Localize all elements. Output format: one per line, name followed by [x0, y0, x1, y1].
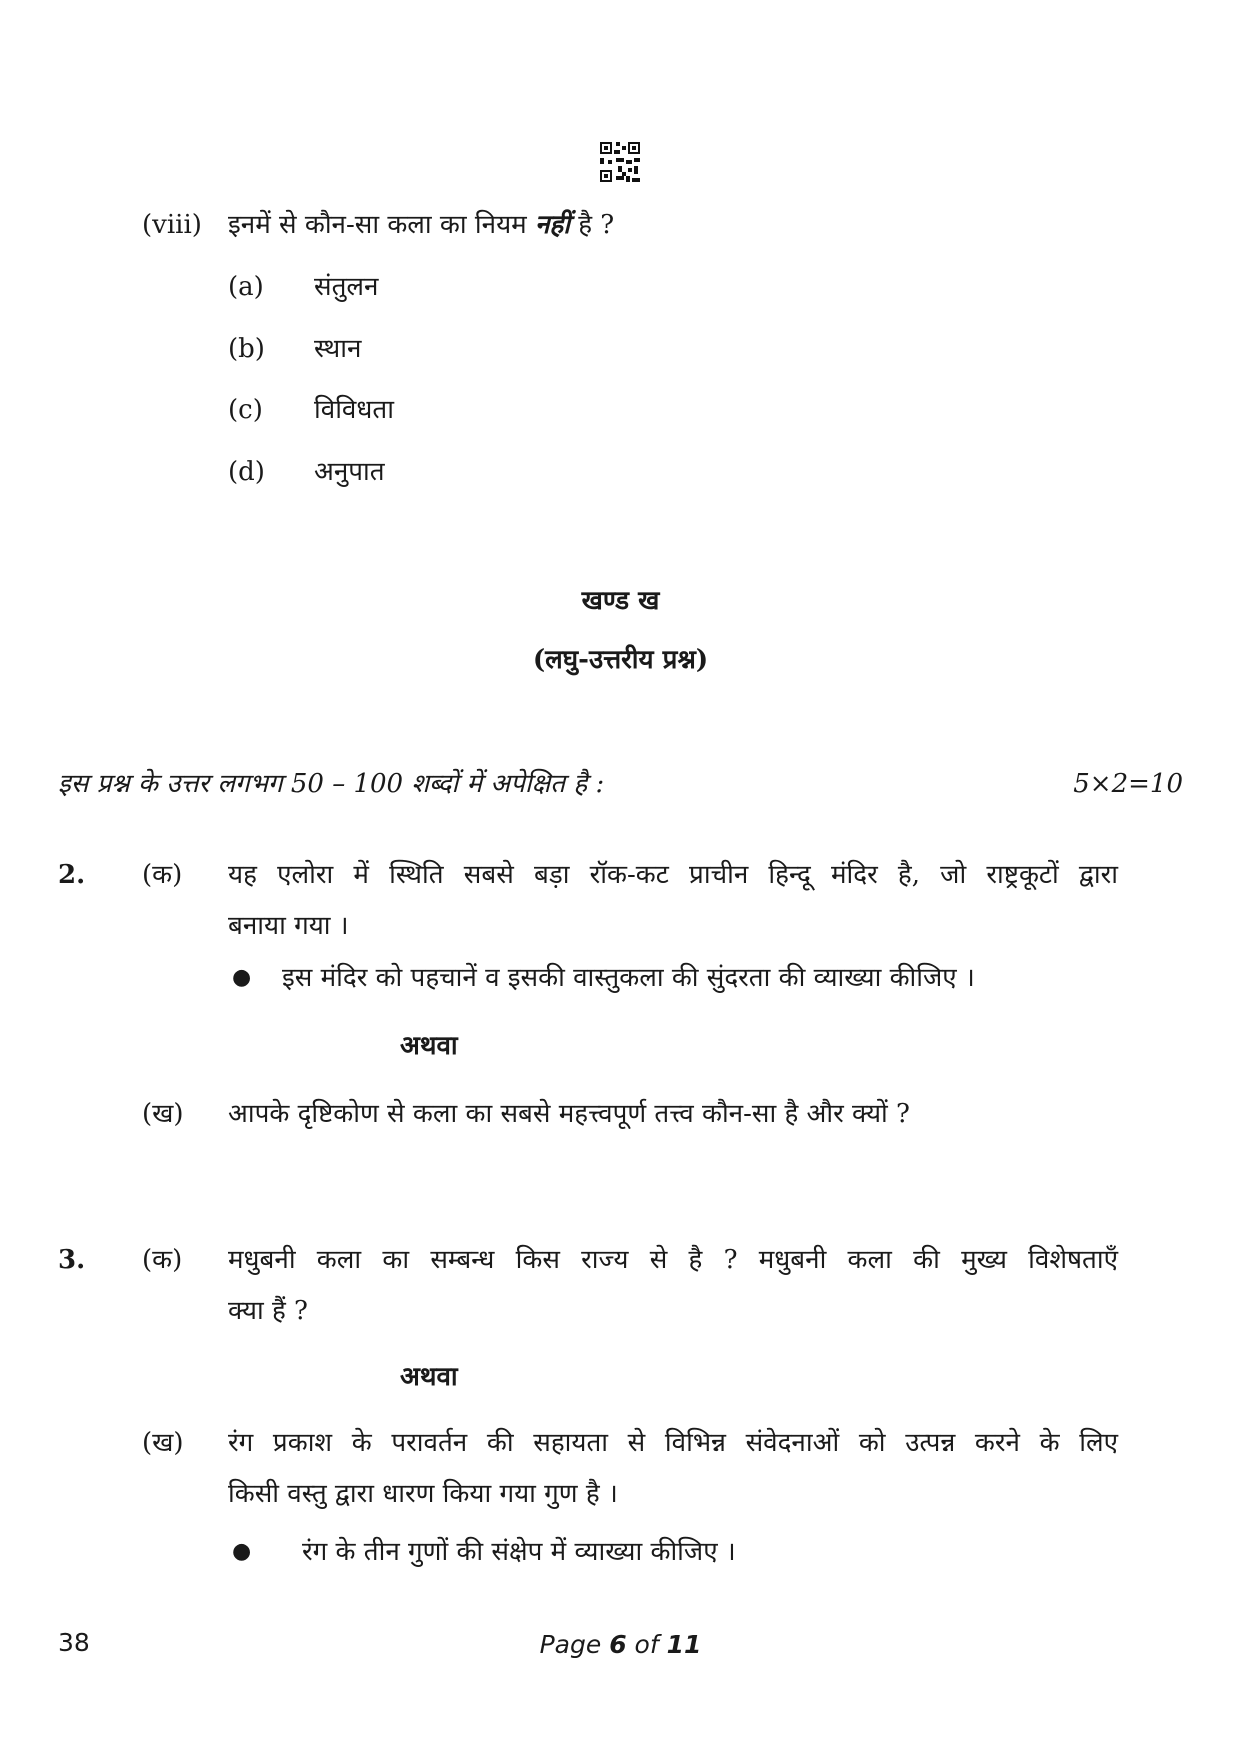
- section-title: खण्ड ख: [581, 586, 660, 616]
- question-number: 2.: [58, 860, 86, 890]
- question-text-line: आपके दृष्टिकोण से कला का सबसे महत्त्वपूर्ण तत्त्व कौन-सा है और क्यों ?: [228, 1099, 910, 1129]
- section-instruction: इस प्रश्न के उत्तर लगभग 50 – 100 शब्दों में अपेक्षित है :: [58, 769, 605, 799]
- question-emphasis: नहीं: [534, 210, 570, 240]
- bullet-icon: ●: [232, 965, 252, 990]
- option-label: (d): [228, 457, 265, 487]
- qr-code-icon: [600, 142, 640, 182]
- option-label: (c): [228, 395, 263, 425]
- question-number: (viii): [142, 210, 202, 240]
- question-text: [228, 208, 614, 242]
- section-marks: 5×2=10: [1073, 769, 1183, 799]
- page-prefix: Page: [539, 1630, 602, 1659]
- option-text: विविधता: [314, 395, 394, 425]
- option-text: संतुलन: [314, 272, 379, 302]
- question-text-line: क्या हैं ?: [228, 1296, 308, 1326]
- question-text-line: बनाया गया ।: [228, 911, 349, 941]
- bullet-text: रंग के तीन गुणों की संक्षेप में व्याख्या कीजिए ।: [302, 1537, 736, 1567]
- part-label: (क): [142, 860, 183, 890]
- question-text-line: मधुबनी कला का सम्बन्ध किस राज्य से है ? मधुबनी कला की मुख्य विशेषताएँ: [228, 1245, 1118, 1275]
- question-text-pre: इनमें से कौन-सा कला का नियम: [228, 210, 527, 240]
- page-number: 6: [609, 1630, 627, 1659]
- page-indicator: [0, 1630, 1241, 1659]
- option-label: (a): [228, 272, 264, 302]
- question-text-line: यह एलोरा में स्थिति सबसे बड़ा रॉक-कट प्राचीन हिन्दू मंदिर है, जो राष्ट्रकूटों द्वारा: [228, 860, 1118, 890]
- bullet-icon: ●: [232, 1539, 252, 1564]
- part-label: (ख): [142, 1428, 184, 1458]
- or-separator: अथवा: [400, 1031, 458, 1061]
- part-label: (क): [142, 1245, 183, 1275]
- option-label: (b): [228, 334, 265, 364]
- bullet-text: इस मंदिर को पहचानें व इसकी वास्तुकला की सुंदरता की व्याख्या कीजिए ।: [282, 963, 975, 993]
- paper-code: 38: [58, 1628, 90, 1657]
- question-text-line: रंग प्रकाश के परावर्तन की सहायता से विभिन्न संवेदनाओं को उत्पन्न करने के लिए: [228, 1428, 1118, 1458]
- option-text: अनुपात: [314, 457, 385, 487]
- question-number: 3.: [58, 1245, 86, 1275]
- part-label: (ख): [142, 1099, 184, 1129]
- question-text-line: किसी वस्तु द्वारा धारण किया गया गुण है ।: [228, 1479, 618, 1509]
- page-total: 11: [666, 1630, 702, 1659]
- option-text: स्थान: [314, 334, 362, 364]
- or-separator: अथवा: [400, 1362, 458, 1392]
- page-of: of: [634, 1630, 659, 1659]
- question-text-post: है ?: [578, 210, 615, 240]
- section-subtitle: (लघु-उत्तरीय प्रश्न): [532, 645, 709, 675]
